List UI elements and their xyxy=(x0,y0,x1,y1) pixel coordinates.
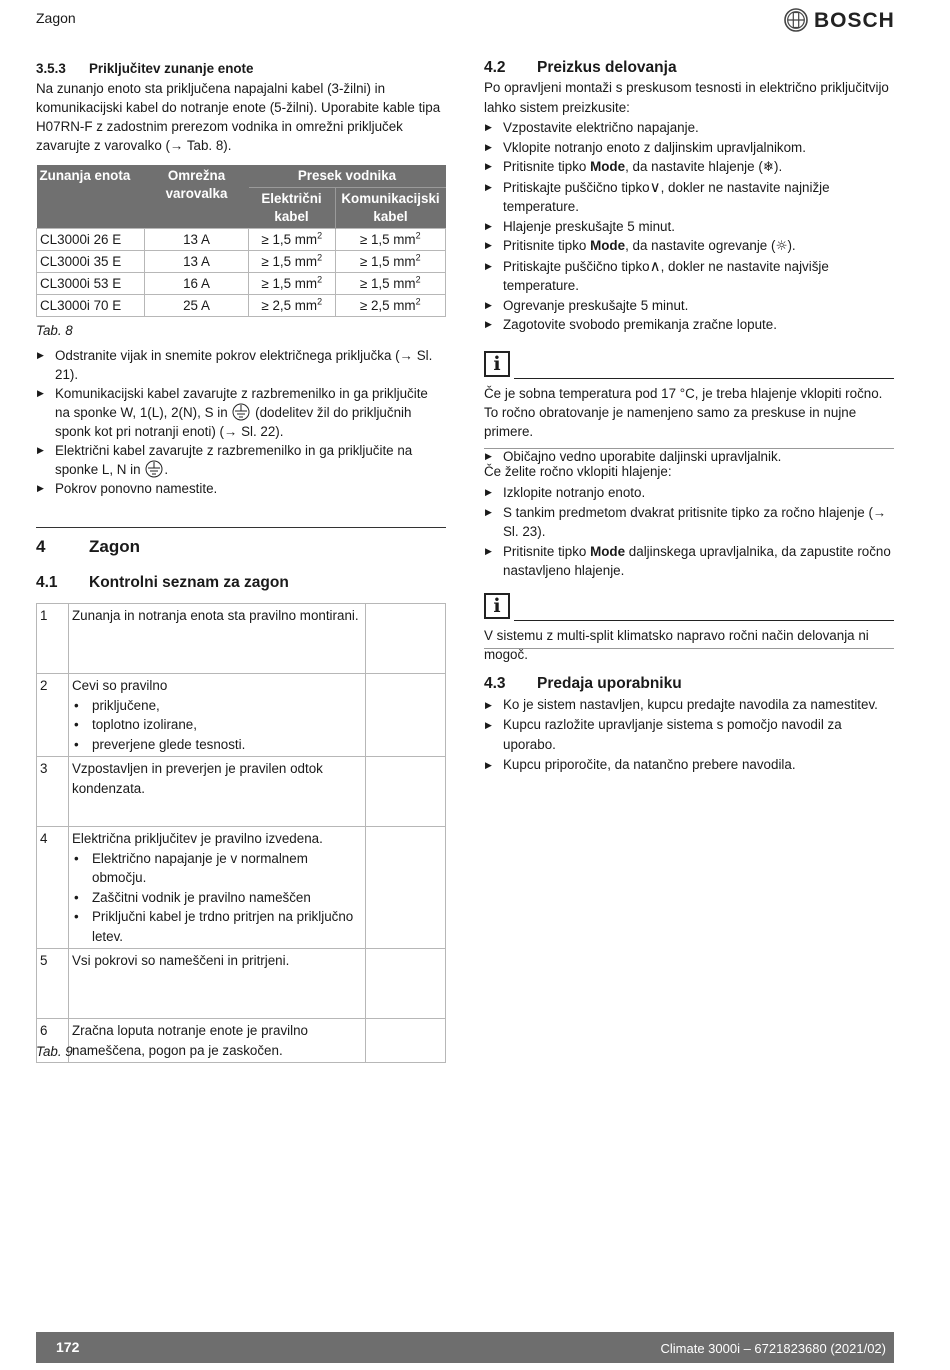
table-header-group: Presek vodnika xyxy=(249,165,446,188)
info-icon: i xyxy=(484,351,510,377)
table-caption: Tab. 9 xyxy=(36,1044,73,1059)
list-item: ▶ Ko je sistem nastavljen, kupcu predajte navodila za namestitev. xyxy=(484,695,894,715)
list-item: ▶ Odstranite vijak in snemite pokrov električnega priključka (→ Sl. 21). xyxy=(36,346,446,384)
list-item: ▶ Pritisnite tipko Mode, da nastavite hlajenje (❄). xyxy=(484,157,894,178)
table-row: 3 Vzpostavljen in preverjen je pravilen odtok kondenzata. xyxy=(37,757,446,827)
document-id: Climate 3000i – 6721823680 (2021/02) xyxy=(660,1341,886,1356)
info-box xyxy=(484,593,894,621)
list-item: • priključene, xyxy=(72,696,362,716)
check-cell[interactable] xyxy=(366,674,446,757)
table-header-fuse: Omrežna varovalka xyxy=(145,165,249,229)
section-3-5-3 xyxy=(36,59,446,155)
sun-icon: ☼ xyxy=(775,239,788,254)
list-item: • Priključni kabel je trdno pritrjen na priključno letev. xyxy=(72,907,362,946)
table-header-comm: Komunikacijski kabel xyxy=(335,188,446,229)
list-item: ▶ Običajno vedno uporabite daljinski upravljalnik. xyxy=(484,447,894,466)
list-item: ▶ Komunikacijski kabel zavarujte z razbremenilko in ga priključite na sponke W, 1(L), 2(N), S in (dodelitev žil do priključnih sponk kot pri notranji enoti) (→ Sl. 22). xyxy=(36,384,446,441)
check-cell[interactable] xyxy=(366,1019,446,1063)
section-heading: 3.5.3 Priključitev zunanje enote xyxy=(36,61,254,76)
ground-symbol-icon xyxy=(144,460,164,478)
info-note-2 xyxy=(484,626,894,664)
table-row: CL3000i 53 E 16 A ≥ 1,5 $mm^2$ ≥ 1,5 $mm^2$ xyxy=(37,273,446,295)
page-footer xyxy=(36,1332,894,1363)
section-4-1-heading: 4.1 Kontrolni seznam za zagon xyxy=(36,574,289,591)
arrow-down-icon: ∨ xyxy=(649,177,661,196)
manual-cooling: Če želite ročno vklopiti hlajenje: ▶ Izklopite notranjo enoto. ▶ S tankim predmetom dvakrat pritisnite tipko za ročno hlajenje (→ Sl. 23). ▶ Pritisnite tipko Mode daljinskega upravljalnika, da zapustite ročno nastavljeno hlajenje. xyxy=(484,462,894,581)
check-cell[interactable] xyxy=(366,757,446,827)
ground-symbol-icon xyxy=(231,403,251,421)
list-item: ▶ Izklopite notranjo enoto. xyxy=(484,483,894,503)
divider xyxy=(484,448,894,449)
list-item: • toplotno izolirane, xyxy=(72,715,362,735)
table-header-unit: Zunanja enota xyxy=(37,165,145,229)
brand-name: BOSCH xyxy=(814,8,895,32)
list-item: ▶ Vzpostavite električno napajanje. xyxy=(484,118,894,138)
section-paragraph: Po opravljeni montaži s preskusom tesnosti in električno priključitvijo lahko sistem preizkusite: xyxy=(484,80,889,115)
table-row: 6 Zračna loputa notranje enote je pravilno nameščena, pogon pa je zaskočen. xyxy=(37,1019,446,1063)
list-item: ▶ Pritiskajte puščično tipko∧, dokler ne nastavite najvišje temperature. xyxy=(484,257,894,296)
list-item: • Zaščitni vodnik je pravilno nameščen xyxy=(72,888,362,908)
table-row: 4 Električna priključitev je pravilno izvedena. • Električno napajanje je v normalnem območju. • Zaščitni vodnik je pravilno nameščen • Priključni kabel je trdno pritrjen na priključno letev. xyxy=(37,827,446,949)
list-item: ▶ Zagotovite svobodo premikanja zračne lopute. xyxy=(484,315,894,335)
info-icon: i xyxy=(484,593,510,619)
arrow-up-icon: ∧ xyxy=(649,256,661,275)
table-header-elec: Električni kabel xyxy=(249,188,336,229)
table-row: 2 Cevi so pravilno • priključene, • toplotno izolirane, • preverjene glede tesnosti. xyxy=(37,674,446,757)
table-row: CL3000i 70 E 25 A ≥ 2,5 $mm^2$ ≥ 2,5 $mm^2$ xyxy=(37,295,446,317)
check-cell[interactable] xyxy=(366,604,446,674)
info-text: Če je sobna temperatura pod 17 °C, je treba hlajenje vklopiti ročno. To ročno obratovanje je namenjeno samo za preskuse in nujne primere. xyxy=(484,386,883,439)
section-4-3: 4.3 Predaja uporabniku ▶ Ko je sistem nastavljen, kupcu predajte navodila za namestitev. ▶ Kupcu razložite upravljanje sistema s pomočjo navodil za uporabo. ▶ Kupcu priporočite, da natančno prebere navodila. xyxy=(484,674,894,775)
section-paragraph: Na zunanjo enoto sta priključena napajalni kabel (3-žilni) in komunikacijski kabel do notranje enote (5-žilni). Uporabite kable tipa H07RN-F z zadostnim prerezom vodnika in omrežni priključek zavarujte z varovalko (→ Tab. 8). xyxy=(36,81,441,153)
chapter-4-heading: 4 Zagon xyxy=(36,537,140,556)
table-row: 1 Zunanja in notranja enota sta pravilno montirani. xyxy=(37,604,446,674)
list-item: ▶ Pokrov ponovno namestite. xyxy=(36,479,446,498)
section-4-2: 4.2 Preizkus delovanja Po opravljeni montaži s preskusom tesnosti in električno priključitvijo lahko sistem preizkusite: ▶ Vzpostavite električno napajanje. ▶ Vklopite notranjo enoto z daljinskim upravljalnikom. ▶ Pritisnite tipko Mode, da nastavite hlajenje (❄). ▶ Pritiskajte puščično tipko∨, dokler ne nastavite najnižje temperature. ▶ Hlajenje preskušajte 5 minut. ▶ Pritisnite tipko Mode, da nastavite ogrevanje (☼). ▶ Pritiskajte puščično tipko∧, dokler ne nastavite najvišje temperature. ▶ Ogrevanje preskušajte 5 minut. ▶ Zagotovite svobodo premikanja zračne lopute. xyxy=(484,58,894,335)
list-item: ▶ S tankim predmetom dvakrat pritisnite tipko za ročno hlajenje (→ Sl. 23). xyxy=(484,503,894,542)
page-number: 172 xyxy=(56,1339,80,1355)
check-cell[interactable] xyxy=(366,949,446,1019)
bosch-logo-icon xyxy=(784,8,808,32)
table-row: 5 Vsi pokrovi so nameščeni in pritrjeni. xyxy=(37,949,446,1019)
table-caption: Tab. 8 xyxy=(36,323,73,338)
list-item: • Električno napajanje je v normalnem območju. xyxy=(72,849,362,888)
checklist-table xyxy=(36,603,446,1063)
list-item: ▶ Pritiskajte puščično tipko∨, dokler ne nastavite najnižje temperature. xyxy=(484,178,894,217)
list-item: • preverjene glede tesnosti. xyxy=(72,735,362,755)
list-item: ▶ Vklopite notranjo enoto z daljinskim upravljalnikom. xyxy=(484,138,894,158)
list-item: ▶ Pritisnite tipko Mode daljinskega upravljalnika, da zapustite ročno nastavljeno hlajenje. xyxy=(484,542,894,581)
check-cell[interactable] xyxy=(366,827,446,949)
info-note-1 xyxy=(484,384,894,466)
steps-3-5-3 xyxy=(36,346,446,498)
divider xyxy=(484,648,894,649)
list-item: ▶ Pritisnite tipko Mode, da nastavite ogrevanje (☼). xyxy=(484,236,894,257)
list-item: ▶ Električni kabel zavarujte z razbremenilko in ga priključite na sponke L, N in . xyxy=(36,441,446,479)
page-header-title: Zagon xyxy=(36,10,76,26)
divider xyxy=(36,527,446,528)
info-text: V sistemu z multi-split klimatsko napravo ročni način delovanja ni mogoč. xyxy=(484,628,869,662)
info-box xyxy=(484,351,894,379)
brand-logo xyxy=(784,7,895,33)
list-item: ▶ Kupcu razložite upravljanje sistema s pomočjo navodil za uporabo. xyxy=(484,715,894,755)
snowflake-icon: ❄ xyxy=(762,160,775,175)
list-item: ▶ Hlajenje preskušajte 5 minut. xyxy=(484,217,894,237)
list-item: ▶ Ogrevanje preskušajte 5 minut. xyxy=(484,296,894,316)
table-row: CL3000i 35 E 13 A ≥ 1,5 $mm^2$ ≥ 1,5 $mm^2$ xyxy=(37,251,446,273)
table-row: CL3000i 26 E 13 A ≥ 1,5 $mm^2$ ≥ 1,5 $mm^2$ xyxy=(37,229,446,251)
list-item: ▶ Kupcu priporočite, da natančno prebere navodila. xyxy=(484,755,894,775)
table-8 xyxy=(36,165,446,340)
